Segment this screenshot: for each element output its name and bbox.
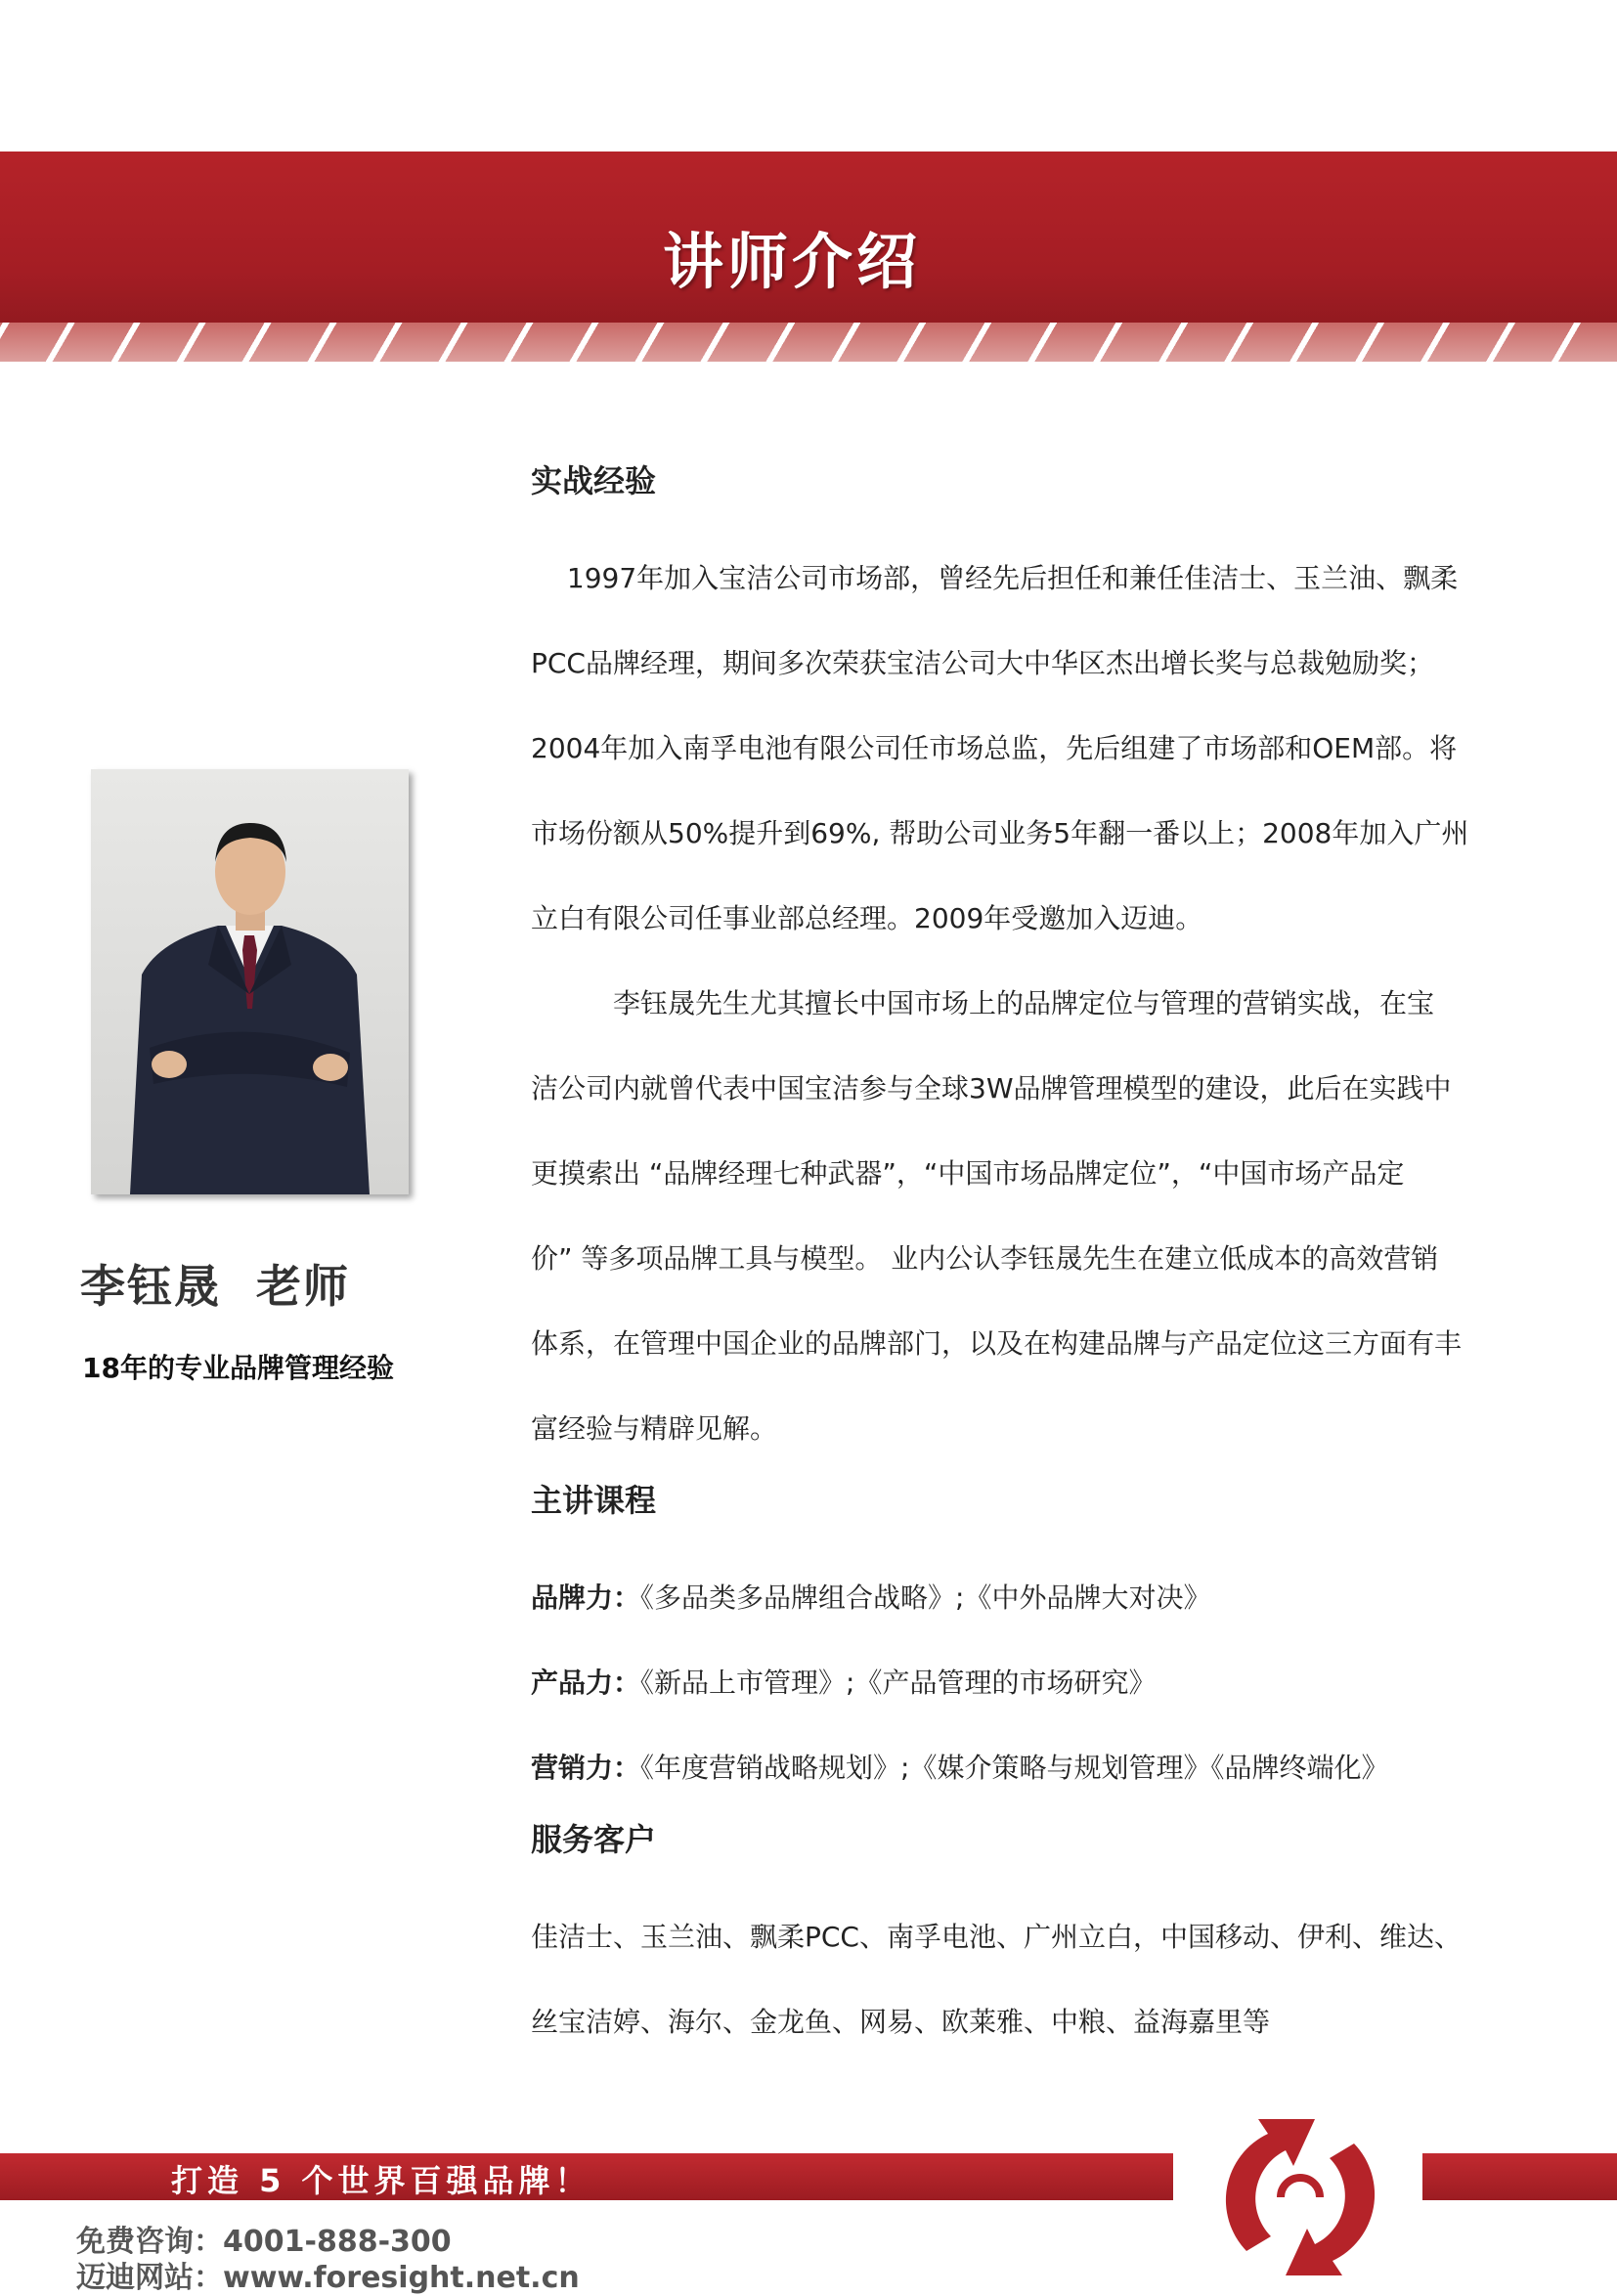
paragraph-line: 2004年加入南孚电池有限公司任市场总监，先后组建了市场部和OEM部。将 bbox=[531, 732, 1458, 764]
teacher-photo bbox=[91, 769, 409, 1194]
teacher-name: 李钰晟 老师 bbox=[80, 1260, 351, 1313]
paragraph-line: 丝宝洁婷、海尔、金龙鱼、网易、欧莱雅、中粮、益海嘉里等 bbox=[531, 2006, 1271, 2038]
paragraph-line: 价” 等多项品牌工具与模型。 业内公认李钰晟先生在建立低成本的高效营销 bbox=[531, 1242, 1439, 1275]
paragraph-line: 立白有限公司任事业部总经理。2009年受邀加入迈迪。 bbox=[531, 902, 1203, 934]
paragraph-line: 市场份额从50%提升到69%, 帮助公司业务5年翻一番以上；2008年加入广州 bbox=[531, 817, 1469, 849]
paragraph-line: 李钰晟先生尤其擅长中国市场上的品牌定位与管理的营销实战，在宝 bbox=[531, 987, 1435, 1019]
paragraph-line: 洁公司内就曾代表中国宝洁参与全球3W品牌管理模型的建设，此后在实践中 bbox=[531, 1072, 1452, 1105]
section-title-clients: 服务客户 bbox=[531, 1821, 657, 1858]
clients-paragraph bbox=[531, 1894, 1508, 2064]
course-item-product bbox=[531, 1640, 1508, 1725]
course-text: 《多品类多品牌组合战略》;《中外品牌大对决》 bbox=[640, 1581, 1211, 1614]
paragraph-line: PCC品牌经理，期间多次荣获宝洁公司大中华区杰出增长奖与总裁勉励奖； bbox=[531, 647, 1434, 679]
teacher-bio bbox=[531, 452, 1508, 2064]
course-item-brand bbox=[531, 1555, 1508, 1640]
paragraph-line: 体系，在管理中国企业的品牌部门，以及在构建品牌与产品定位这三方面有丰 bbox=[531, 1327, 1463, 1360]
footer-bar-right bbox=[1422, 2153, 1617, 2200]
experience-paragraph-2 bbox=[531, 961, 1508, 1471]
course-label: 产品力： bbox=[531, 1667, 641, 1699]
footer-consult-phone: 免费咨询：4001-888-300 bbox=[76, 2225, 452, 2259]
paragraph-line: 富经验与精辟见解。 bbox=[531, 1412, 778, 1445]
footer-website: 迈迪网站：www.foresight.net.cn bbox=[76, 2261, 580, 2295]
teacher-portrait-image bbox=[91, 769, 409, 1194]
paragraph-line: 1997年加入宝洁公司市场部，曾经先后担任和兼任佳洁士、玉兰油、飘柔 bbox=[531, 562, 1459, 594]
page-title: 讲师介绍 bbox=[662, 226, 921, 297]
section-title-courses: 主讲课程 bbox=[531, 1482, 657, 1519]
section-title-experience: 实战经验 bbox=[531, 462, 657, 499]
company-logo-icon bbox=[1207, 2090, 1393, 2285]
course-label: 营销力： bbox=[531, 1752, 641, 1784]
course-text: 《年度营销战略规划》;《媒介策略与规划管理》《品牌终端化》 bbox=[640, 1752, 1389, 1784]
header-stripe-fade bbox=[0, 323, 1617, 362]
teacher-experience: 18年的专业品牌管理经验 bbox=[82, 1352, 394, 1384]
course-item-marketing bbox=[531, 1725, 1508, 1810]
experience-paragraph-1 bbox=[531, 536, 1508, 961]
paragraph-line: 更摸索出 “品牌经理七种武器”，“中国市场品牌定位”，“中国市场产品定 bbox=[531, 1157, 1405, 1190]
paragraph-line: 佳洁士、玉兰油、飘柔PCC、南孚电池、广州立白，中国移动、伊利、维达、 bbox=[531, 1921, 1462, 1953]
course-text: 《新品上市管理》;《产品管理的市场研究》 bbox=[640, 1667, 1157, 1699]
footer-slogan: 打造 5 个世界百强品牌！ bbox=[171, 2162, 591, 2199]
course-label: 品牌力： bbox=[531, 1581, 641, 1614]
